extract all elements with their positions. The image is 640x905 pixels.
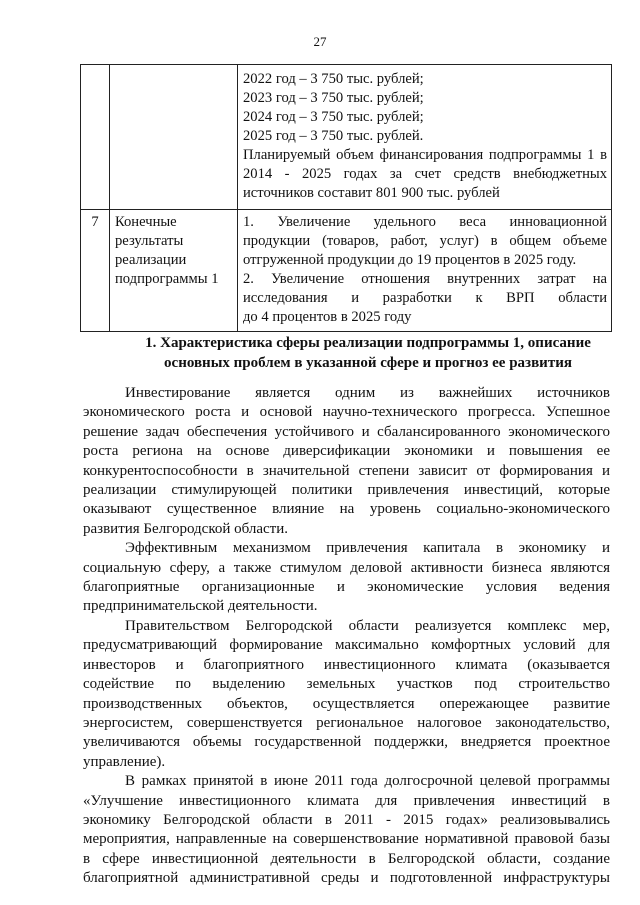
- heading-line: основных проблем в указанной сфере и прогноз ее развития: [164, 355, 572, 371]
- paragraph-line: в сфере инвестиционной деятельности в Белгородской области, создание: [83, 850, 610, 867]
- paragraph-line: В рамках принятой в июне 2011 года долгосрочной целевой программы: [125, 773, 610, 790]
- heading-line: 1. Характеристика сферы реализации подпрограммы 1, описание: [145, 335, 591, 351]
- section-body: [83, 384, 610, 889]
- table-text-line: 2014 - 2025 годах за счет средств внебюджетных: [243, 166, 607, 182]
- paragraph-line: увеличиваются объемы государственной поддержки, внедряется проектное: [83, 734, 610, 751]
- paragraph-line: экономику Белгородской области в 2011 - 2015 годах» реализовывались: [83, 811, 610, 828]
- table-text-line: продукции (товаров, работ, услуг) в общем объеме: [243, 233, 607, 249]
- table-cell-row-name: [110, 210, 238, 332]
- table-text-line: до 4 процентов в 2025 году: [243, 309, 412, 325]
- table-text-line: 2023 год – 3 750 тыс. рублей;: [243, 90, 424, 106]
- paragraph-line: предпринимательской деятельности.: [83, 598, 318, 615]
- table-text-line: 2025 год – 3 750 тыс. рублей.: [243, 128, 424, 144]
- paragraph-line: «Улучшение инвестиционного климата для привлечения инвестиций в: [83, 792, 610, 809]
- table-text-line: 2022 год – 3 750 тыс. рублей;: [243, 71, 424, 87]
- table-row-final-results: [81, 210, 612, 332]
- paragraph-line: инвесторов и благоприятного инвестиционного климата (оказывается: [83, 656, 610, 673]
- paragraph-line: Инвестирование является одним из важнейших источников: [125, 385, 610, 401]
- table-cell-financing-text: [238, 65, 612, 210]
- row-name-line: подпрограммы 1: [115, 271, 219, 287]
- table-text-line: Планируемый объем финансирования подпрограммы 1 в: [243, 147, 607, 163]
- row-name-line: результаты: [115, 233, 184, 249]
- table-text-line: источников составит 801 900 тыс. рублей: [243, 185, 500, 201]
- paragraph-line: благоприятной административной среды и подготовленной инфраструктуры: [83, 870, 610, 887]
- paragraph-line: оказывают существенное влияние на уровень социально-экономического: [83, 501, 610, 518]
- paragraph-line: Эффективным механизмом привлечения капитала в экономику и: [125, 540, 610, 557]
- page-number: 27: [313, 34, 327, 49]
- table-cell-number-empty: [81, 65, 110, 210]
- paragraph-government-measures: [83, 617, 610, 772]
- paragraph-line: роста региона на основе диверсификации экономики и повышения ее: [83, 443, 610, 460]
- paragraph-line: развития Белгородской области.: [83, 520, 289, 537]
- paragraph-line: предусматривающий формирование максимально комфортных условий для: [83, 637, 610, 654]
- table-row-financing-continuation: [81, 65, 612, 210]
- table-cell-row-number: 7: [81, 210, 110, 332]
- paragraph-line: экономического роста и основой научно-технического прогресса. Успешное: [83, 404, 610, 421]
- paragraph-line: конкурентоспособности в значительной степени зависит от формирования и: [83, 462, 610, 479]
- paragraph-line: реализации стимулирующей политики привлечения инвестиций, которые: [83, 482, 610, 499]
- table-text-line: 2024 год – 3 750 тыс. рублей;: [243, 109, 424, 125]
- paragraph-line: мероприятия, направленные на совершенствование нормативной правовой базы: [83, 831, 610, 848]
- table-text-line: 1. Увеличение удельного веса инновационной: [243, 214, 607, 230]
- paragraph-line: энергосистем, совершенствуется региональное налоговое законодательство,: [83, 714, 610, 731]
- row-name-line: Конечные: [115, 214, 177, 230]
- paragraph-line: содействие по выделению земельных участков под строительство: [83, 676, 610, 693]
- table-text-line: отгруженной продукции до 19 процентов в 2025 году.: [243, 252, 577, 268]
- table-text-line: исследования и разработки к ВРП области: [243, 290, 607, 306]
- paragraph-target-program: [83, 772, 610, 888]
- paragraph-line: управление).: [83, 753, 166, 770]
- paragraph-line: решение задач обеспечения устойчивого и сбалансированного экономического: [83, 423, 610, 440]
- paragraph-line: производственных объектов, осуществляется опережающее развитие: [83, 695, 610, 712]
- table-text-line: 2. Увеличение отношения внутренних затрат на: [243, 271, 607, 287]
- subprogram-passport-table: [80, 64, 612, 332]
- paragraph-line: Правительством Белгородской области реализуется комплекс мер,: [125, 617, 610, 634]
- table-cell-name-empty: [110, 65, 238, 210]
- paragraph-investment: [83, 384, 610, 539]
- paragraph-line: социальную сферу, а также стимулом деловой активности бизнеса являются: [83, 559, 610, 576]
- paragraph-mechanism: [83, 539, 610, 617]
- row-name-line: реализации: [115, 252, 187, 268]
- paragraph-line: благоприятные организационные и экономические условия ведения: [83, 579, 610, 596]
- section-heading: [118, 333, 618, 373]
- table-cell-results-text: [238, 210, 612, 332]
